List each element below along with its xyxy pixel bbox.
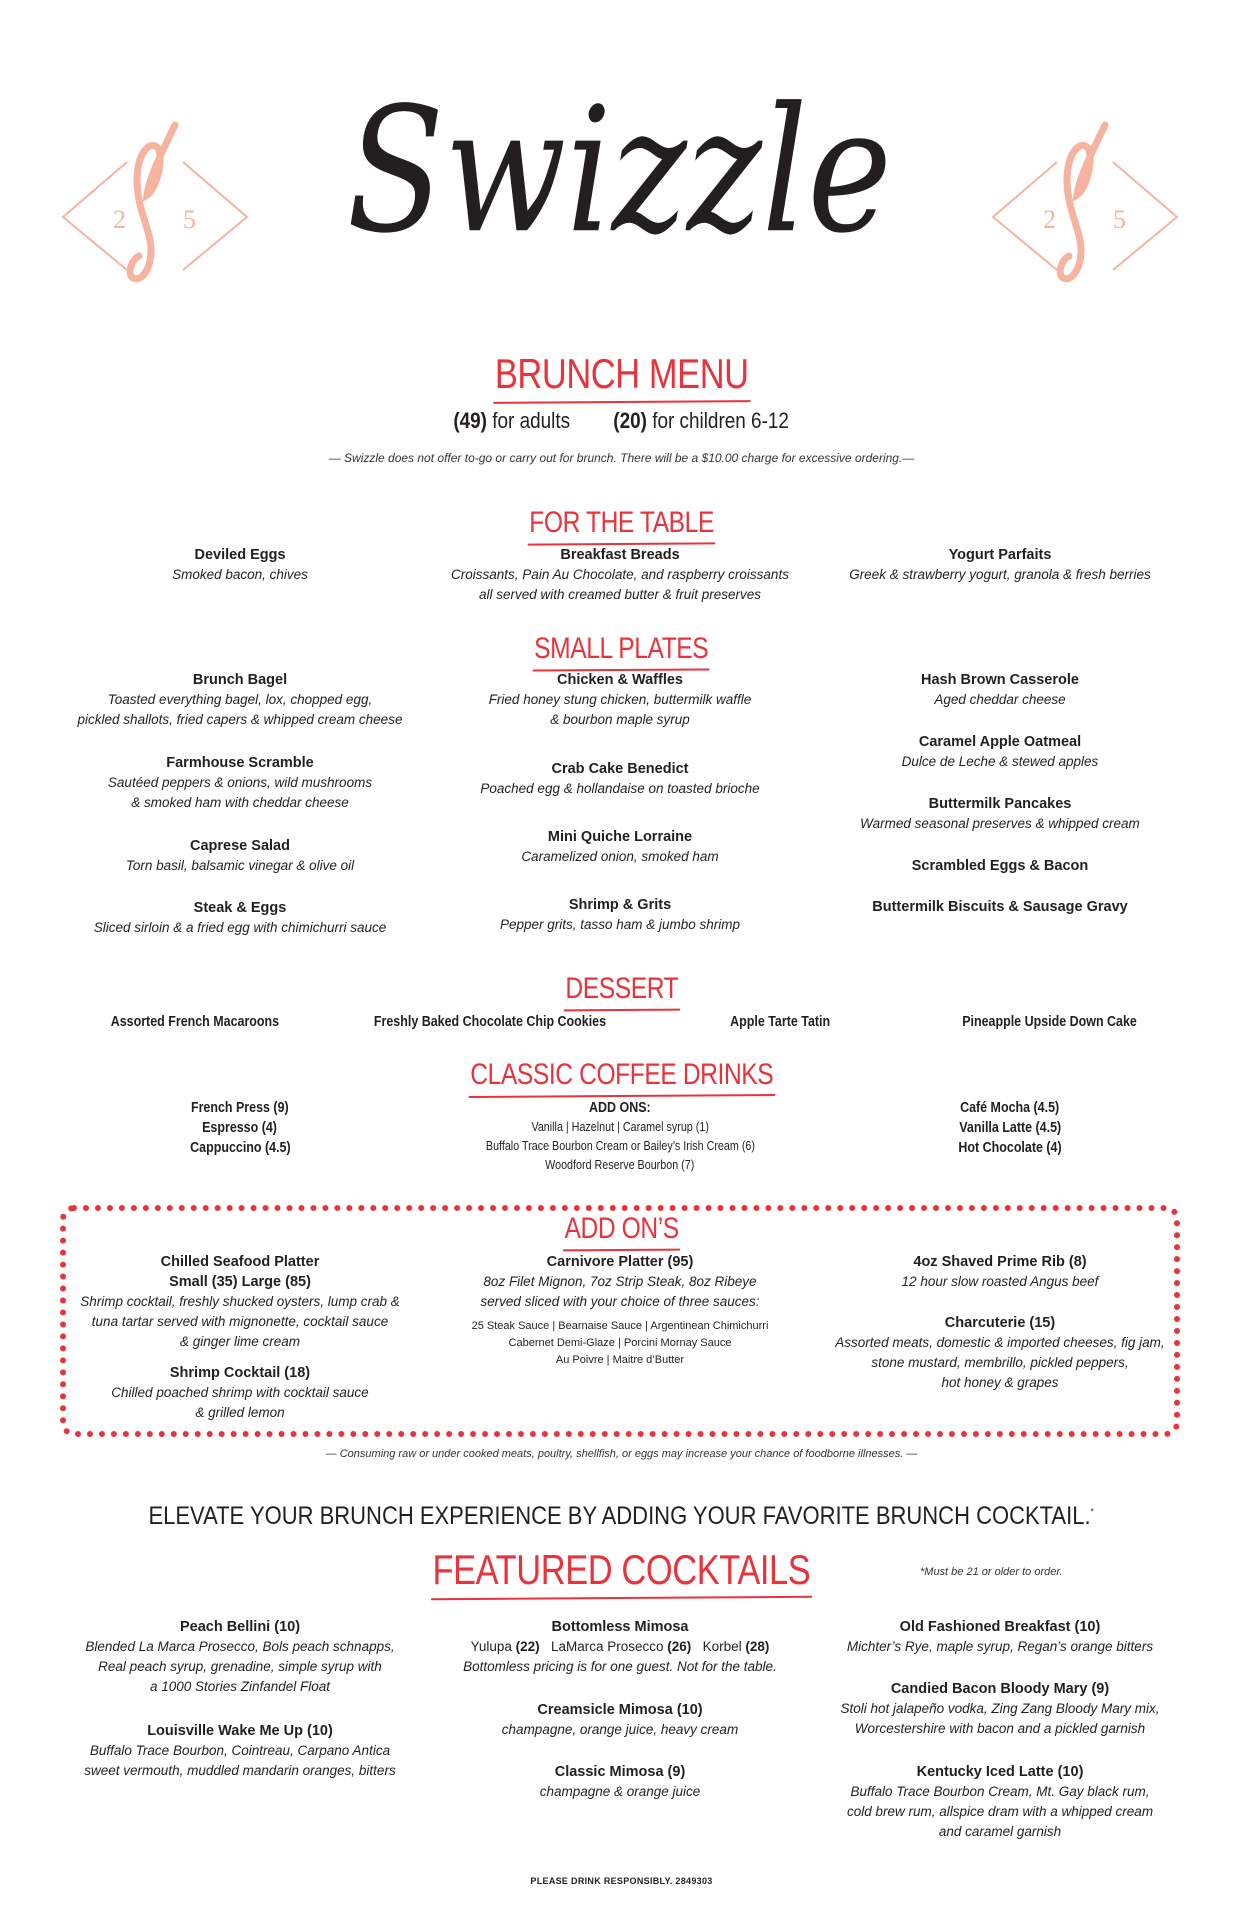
coffee-addons	[420, 1098, 820, 1175]
menu-item	[820, 856, 1180, 876]
item-desc: Toasted everything bagel, lox, chopped egg,	[107, 692, 373, 707]
menu-item	[420, 545, 820, 605]
item-desc: tuna tartar served with mignonette, cocktail sauce	[91, 1314, 389, 1329]
cocktail-tagline: ELEVATE YOUR BRUNCH EXPERIENCE BY ADDING YOUR FAVORITE BRUNCH COCKTAIL.*	[148, 1502, 1095, 1530]
item-desc: Chilled poached shrimp with cocktail sauce	[111, 1385, 369, 1400]
child-price: (20)	[613, 408, 648, 433]
age-note: *Must be 21 or older to order.	[920, 1566, 1063, 1578]
menu-item	[820, 794, 1180, 834]
item-name: Candied Bacon Bloody Mary (9)	[890, 1681, 1110, 1697]
menu-item	[820, 545, 1180, 585]
menu-item	[70, 1363, 410, 1423]
section-title-small-plates: SMALL PLATES	[534, 632, 709, 665]
item-name: Bottomless Mimosa	[551, 1619, 689, 1635]
item-name: Shrimp & Grits	[568, 897, 672, 913]
section-title-coffee: CLASSIC COFFEE DRINKS	[469, 1058, 774, 1091]
item-desc: Croissants, Pain Au Chocolate, and raspberry croissants	[451, 567, 789, 582]
item-name: 4oz Shaved Prime Rib (8)	[913, 1254, 1087, 1270]
item-name: Old Fashioned Breakfast (10)	[899, 1619, 1101, 1635]
item-name: Hash Brown Casserole	[921, 672, 1079, 688]
item-name: Mini Quiche Lorraine	[547, 829, 693, 845]
item-desc: Bottomless pricing is for one guest. Not for the table.	[463, 1659, 777, 1674]
item-name: Chicken & Waffles	[557, 672, 683, 688]
item-desc: stone mustard, membrillo, pickled peppers,	[871, 1355, 1129, 1370]
item-name: Deviled Eggs	[194, 547, 286, 563]
item-name: Buttermilk Biscuits & Sausage Gravy	[872, 899, 1128, 915]
cocktail-item	[820, 1762, 1180, 1842]
item-desc: Stoli hot jalapeño vodka, Zing Zang Bloody Mary mix,	[840, 1701, 1160, 1716]
menu-item	[820, 732, 1180, 772]
monogram-logo-left	[55, 120, 255, 290]
item-name: Buttermilk Pancakes	[928, 796, 1072, 812]
item-desc: 8oz Filet Mignon, 7oz Strip Steak, 8oz Ribeye	[483, 1274, 757, 1289]
item-name: Freshly Baked Chocolate Chip Cookies	[373, 1014, 607, 1030]
sauce-line: 25 Steak Sauce | Bearnaise Sauce | Argentinean Chimichurri	[471, 1320, 769, 1332]
logo-header	[0, 40, 1243, 300]
item-name: Peach Bellini (10)	[179, 1619, 301, 1635]
dessert-item	[680, 1012, 880, 1032]
item-desc: Worcestershire with bacon and a pickled garnish	[854, 1721, 1146, 1736]
item-desc: & grilled lemon	[195, 1405, 285, 1420]
coffee-item: Espresso (4)	[202, 1120, 278, 1136]
item-desc: Poached egg & hollandaise on toasted brioche	[480, 781, 760, 796]
item-desc: Greek & strawberry yogurt, granola & fresh berries	[849, 567, 1151, 582]
menu-item	[60, 898, 420, 938]
cocktail-item	[440, 1700, 800, 1740]
dessert-item	[900, 1012, 1200, 1032]
item-desc: Aged cheddar cheese	[934, 692, 1066, 707]
item-name: Louisville Wake Me Up (10)	[147, 1723, 333, 1739]
menu-item	[450, 759, 790, 799]
coffee-item: Cappuccino (4.5)	[189, 1140, 291, 1156]
dessert-item	[320, 1012, 660, 1032]
monogram-digit-left: 2	[1043, 205, 1056, 234]
item-name: Creamsicle Mimosa (10)	[537, 1702, 703, 1718]
brunch-menu-title: BRUNCH MENU	[494, 350, 749, 397]
item-name: Kentucky Iced Latte (10)	[916, 1764, 1084, 1780]
dessert-item	[70, 1012, 320, 1032]
menu-item	[820, 897, 1180, 917]
item-desc: pickled shallots, fried capers & whipped cream cheese	[77, 712, 403, 727]
item-name: Classic Mimosa (9)	[554, 1764, 686, 1780]
section-title-add-ons: ADD ON’S	[564, 1212, 679, 1245]
menu-item	[450, 895, 790, 935]
swizzle-wordmark	[320, 60, 920, 290]
item-desc: Buffalo Trace Bourbon Cream, Mt. Gay black rum,	[850, 1784, 1150, 1799]
item-desc: Shrimp cocktail, freshly shucked oysters, lump crab &	[80, 1294, 400, 1309]
child-label: for children 6-12	[652, 408, 790, 433]
item-desc: & bourbon maple syrup	[550, 712, 690, 727]
item-name: Scrambled Eggs & Bacon	[911, 858, 1089, 874]
item-name: Crab Cake Benedict	[551, 761, 689, 777]
addon-line: Buffalo Trace Bourbon Cream or Bailey’s Irish Cream (6)	[485, 1139, 755, 1153]
menu-item	[820, 1252, 1180, 1292]
item-name: Caprese Salad	[190, 838, 290, 854]
pricing-line	[0, 408, 1243, 434]
item-name: Shrimp Cocktail (18)	[169, 1365, 311, 1381]
item-desc: sweet vermouth, muddled mandarin oranges, bitters	[84, 1763, 396, 1778]
item-desc: Caramelized onion, smoked ham	[521, 849, 719, 864]
menu-item	[450, 670, 790, 730]
item-name: Yogurt Parfaits	[948, 547, 1052, 563]
adult-label: for adults	[492, 408, 571, 433]
cocktail-item	[70, 1617, 410, 1697]
menu-item	[440, 1252, 800, 1369]
section-title-for-the-table: FOR THE TABLE	[529, 506, 714, 539]
cocktail-item	[70, 1721, 410, 1781]
item-desc: and caramel garnish	[938, 1824, 1062, 1839]
adult-price: (49)	[453, 408, 488, 433]
item-name: Charcuterie (15)	[944, 1315, 1056, 1331]
item-name: Farmhouse Scramble	[166, 755, 314, 771]
menu-item	[820, 670, 1180, 710]
item-name: Chilled Seafood Platter	[160, 1254, 320, 1270]
ordering-notice: — Swizzle does not offer to-go or carry out for brunch. There will be a $10.00 charge for excessive ordering.—	[328, 451, 915, 465]
item-desc: hot honey & grapes	[941, 1375, 1059, 1390]
coffee-item: Hot Chocolate (4)	[958, 1140, 1062, 1156]
brand-name: Swizzle	[346, 71, 892, 272]
item-desc: Assorted meats, domestic & imported cheeses, fig jam,	[835, 1335, 1165, 1350]
item-desc: & smoked ham with cheddar cheese	[131, 795, 349, 810]
item-desc: cold brew rum, allspice dram with a whipped cream	[846, 1804, 1154, 1819]
item-name: Brunch Bagel	[192, 672, 288, 688]
item-desc: Smoked bacon, chives	[172, 567, 308, 582]
menu-item	[90, 545, 390, 585]
section-title-dessert: DESSERT	[565, 972, 678, 1005]
menu-item	[60, 670, 420, 730]
item-desc: Sliced sirloin & a fried egg with chimichurri sauce	[93, 920, 387, 935]
item-name: Steak & Eggs	[193, 900, 287, 916]
section-title-featured-cocktails: FEATURED COCKTAILS	[432, 1546, 811, 1593]
cocktail-item	[820, 1679, 1180, 1739]
monogram-logo-right	[985, 120, 1185, 290]
cocktail-item-bottomless	[440, 1617, 800, 1677]
menu-item	[820, 1313, 1180, 1393]
item-desc: Buffalo Trace Bourbon, Cointreau, Carpano Antica	[89, 1743, 391, 1758]
coffee-item: Vanilla Latte (4.5)	[959, 1120, 1061, 1136]
item-desc: Torn basil, balsamic vinegar & olive oil	[125, 858, 355, 873]
sauce-line: Cabernet Demi-Glaze | Porcini Mornay Sauce	[508, 1337, 732, 1349]
monogram-digit-left: 2	[113, 205, 126, 234]
coffee-item: French Press (9)	[191, 1100, 289, 1116]
addons-title: ADD ONS:	[589, 1100, 651, 1116]
item-desc: 12 hour slow roasted Angus beef	[901, 1274, 1099, 1289]
cocktail-item	[820, 1617, 1180, 1657]
coffee-list-right	[880, 1098, 1140, 1158]
item-desc: Warmed seasonal preserves & whipped cream	[860, 816, 1140, 831]
item-name: Carnivore Platter (95)	[546, 1254, 694, 1270]
item-sizes: Small (35) Large (85)	[169, 1274, 311, 1290]
item-name: Breakfast Breads	[560, 547, 680, 563]
menu-item	[60, 753, 420, 813]
tagline-asterisk: *	[1091, 1506, 1095, 1517]
item-desc: served sliced with your choice of three sauces:	[480, 1294, 760, 1309]
item-desc: & ginger lime cream	[179, 1334, 301, 1349]
item-desc: Dulce de Leche & stewed apples	[901, 754, 1099, 769]
item-name: Assorted French Macaroons	[110, 1014, 280, 1030]
item-desc: Blended La Marca Prosecco, Bols peach schnapps,	[85, 1639, 395, 1654]
menu-item	[450, 827, 790, 867]
coffee-item: Café Mocha (4.5)	[960, 1100, 1060, 1116]
item-desc: Real peach syrup, grenadine, simple syrup with	[98, 1659, 382, 1674]
item-desc: Sautéed peppers & onions, wild mushrooms	[107, 775, 373, 790]
addon-line: Woodford Reserve Bourbon (7)	[545, 1158, 695, 1172]
monogram-digit-right: 5	[183, 205, 196, 234]
item-desc: champagne, orange juice, heavy cream	[501, 1722, 739, 1737]
coffee-list-left	[110, 1098, 370, 1158]
item-name: Pineapple Upside Down Cake	[962, 1014, 1138, 1030]
item-desc: all served with creamed butter & fruit preserves	[478, 587, 762, 602]
cocktail-item	[440, 1762, 800, 1802]
menu-item	[60, 836, 420, 876]
bottomless-options: Yulupa (22) LaMarca Prosecco (26) Korbel (28)	[470, 1639, 770, 1654]
item-desc: Michter’s Rye, maple syrup, Regan’s orange bitters	[846, 1639, 1154, 1654]
item-desc: a 1000 Stories Zinfandel Float	[149, 1679, 331, 1694]
item-name: Apple Tarte Tatin	[729, 1014, 831, 1030]
item-desc: champagne & orange juice	[539, 1784, 701, 1799]
footer-responsibility: PLEASE DRINK RESPONSIBLY. 2849303	[530, 1876, 713, 1886]
sauce-line: Au Poivre | Maitre d’Butter	[555, 1354, 685, 1366]
addon-line: Vanilla | Hazelnut | Caramel syrup (1)	[531, 1120, 709, 1134]
item-desc: Fried honey stung chicken, buttermilk waffle	[488, 692, 752, 707]
menu-item	[70, 1252, 410, 1352]
foodborne-warning: — Consuming raw or under cooked meats, poultry, shellfish, or eggs may increase your chance of foodborne illnesses. —	[325, 1448, 918, 1460]
item-name: Caramel Apple Oatmeal	[918, 734, 1082, 750]
monogram-digit-right: 5	[1113, 205, 1126, 234]
item-desc: Pepper grits, tasso ham & jumbo shrimp	[499, 917, 741, 932]
